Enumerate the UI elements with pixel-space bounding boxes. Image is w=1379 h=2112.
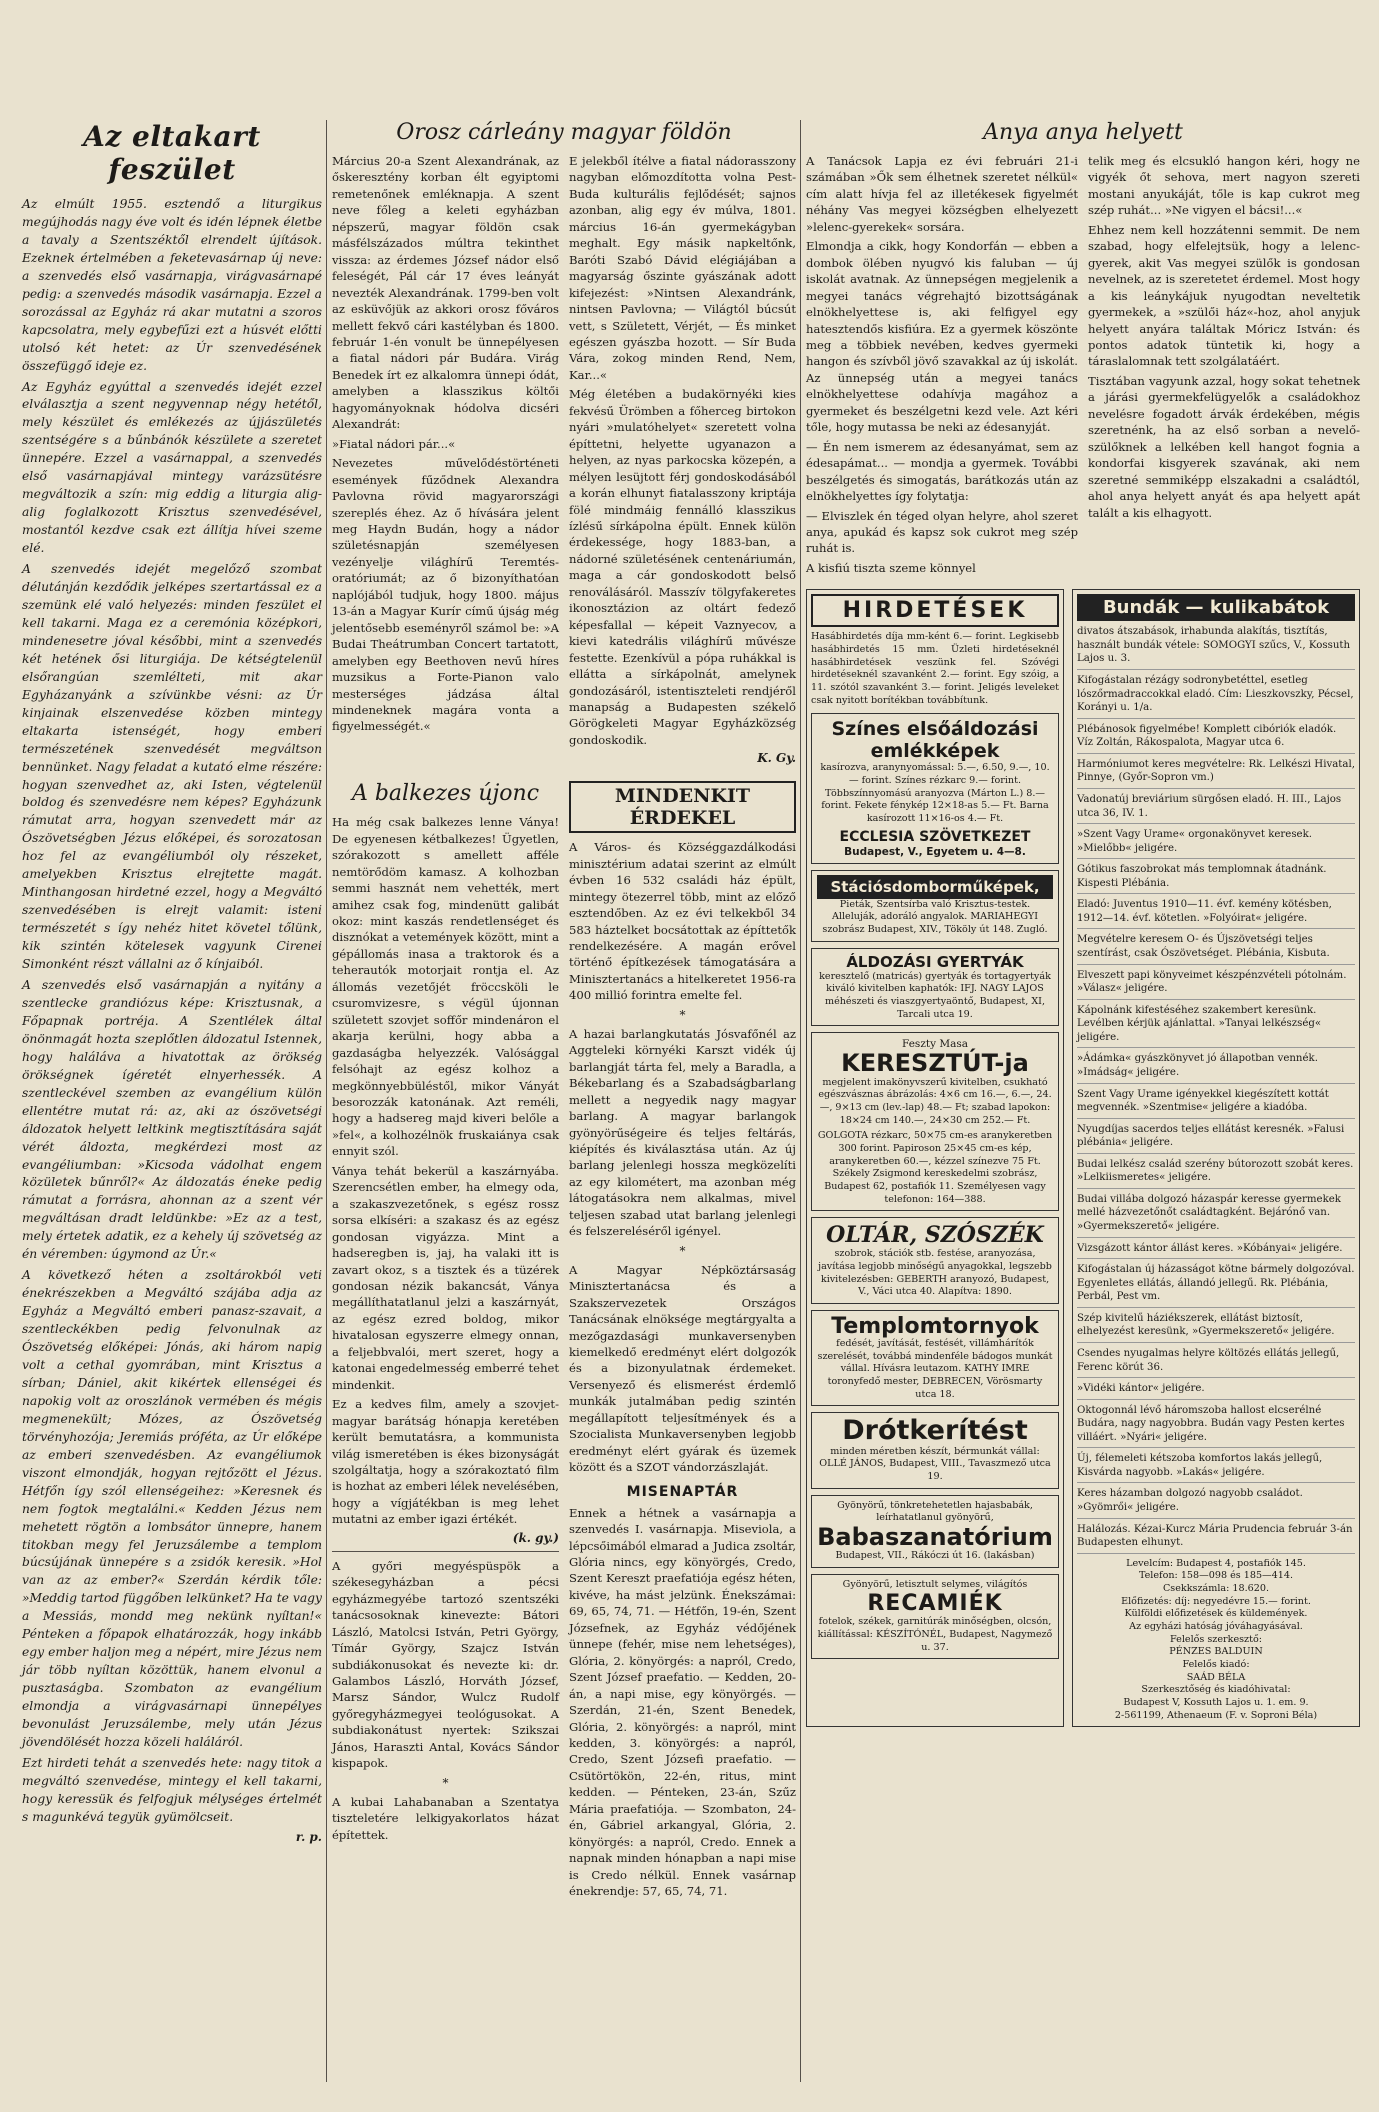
article-orosz-carleany (332, 153, 796, 765)
ad-author: Feszty Masa (902, 1038, 968, 1051)
news-kubai: A kubai Lahabanaban a Szentatya tiszteletére lelkigyakorlatos házat építettek. (332, 1794, 559, 1842)
paragraph: A Város- és Községgazdálkodási minisztérium adatai szerint az elmúlt évben 16 532 családi ház épült, mintegy ötezerrel több, mint az előző esztendőben. Az ez évi telkekből 34 583 háztelket bocsátottak az építtetők rendelkezésére. A magán erővel történő építkezések támogatására a Minisztertanács a hitelkeretet 1956-ra 400 millió forintra emelte fel. (569, 840, 796, 1003)
colophon-line: Az egyházi hatóság jóváhagyásával. (1129, 1620, 1303, 1632)
star-divider: * (679, 1007, 686, 1022)
ad-text: fedését, javítását, festését, villámhárítók szerelését, továbbá mindenféle bádogos munkát vállal. Hívásra leutazom. KATHY IMRE toronyfedő mester, DEBRECEN, Vörösmarty utca 18. (817, 1337, 1053, 1400)
article-eltakart-feszulet (22, 120, 322, 1844)
ad-drotkerites (811, 1412, 1059, 1488)
paragraph: E jelekből ítélve a fiatal nádorasszony nagyban előmozdította volna Pest-Buda kulturális fejlődését; sajnos azonban, alig egy év múlva, 1801. március 16-án gyermekágyban meghalt. Egy másik napkeltőnk, Baróti Szabó Dávid elégiájában a magyarság őszinte gyászának adott kifejezést: »Nintsen Alexandránk, nintsen Pavlovna; — Világtól búcsút vett, s Született, Vérjét, — És minket egészen gyászba hozott. — Sír Buda Vára, zokog minden Rend, Nem, Kar...« (569, 154, 796, 382)
paragraph: A szenvedés idejét megelőző szombat délutánján kezdődik jelképes szertartással ez a szemünk elé való helyezés: minden feszület el kell takarni. Maga ez a ceremónia középkori, mindenesetre jóval későbbi, mint a szenvedés két hetének ősi liturgiája. De kétségtelenül elsőrangúan szemlélteti, mit akar Egyházanyánk a szívünkbe vésni: az Úr kinjainak elszenvedése közben mintegy eltakarta istenségét, hogy emberi természetének szenvedését megváltson bennünket. Nagy feladat a kutató elme részére: hogyan szenvedhet az, aki Isten, végtelenül boldog és szenvedésre nem képes? Egyházunk rámutat arra, hogyan szenvedett már az Ószövetségben Jézus előképei, és sorozatosan hoz fel az evangéliumból oly részeket, amelyekben Krisztus elrejtette magát. Minthangosan hirdetné ezzel, hogy a Megváltó szenvedésében is elrejt valamit: isteni természetét s így nehéz hitet követel tőlünk, kik szintén kötelesek vagyunk Cirenei Simonként részt vállalni az ő kínjaiból. (22, 562, 322, 972)
paragraph: — Én nem ismerem az édesanyámat, sem az édesapámat... — mondja a gyermek. További beszélgetés és simogatás, barátkozás után az elnökhelyettes így folytatja: (806, 439, 1078, 504)
paragraph: Ehhez nem kell hozzátenni semmit. De nem szabad, hogy elfelejtsük, hogy a lelenc-gyerek, akit Vas megyei szülők is gondosan nevelnek, az is szeretetet érdemel. Most hogy a kis leánykájuk nyugodtan neveltetik gyermekek, a »szülői ház«-hoz, ahol anyjuk helyett anyára találtak Móricz István: és pontos adatok tüntetik ki, hogy a táraslalomnak tett szolgálatáért. (1088, 222, 1360, 369)
colophon-line: Levelcím: Budapest 4, postafiók 145. (1126, 1557, 1306, 1569)
classified-ad: »Szent Vagy Urame« orgonakönyvet keresek. »Mielőbb« jeligére. (1077, 828, 1355, 859)
signature: (k. gy.) (512, 1530, 559, 1545)
classifieds-list (1077, 625, 1355, 1553)
column-right (806, 120, 1360, 1727)
ad-title: ÁLDOZÁSI GYERTYÁK (846, 952, 1024, 971)
ad-address: Budapest, VII., Rákóczi út 16. (lakásban) (835, 1550, 1035, 1562)
colophon-line: Budapest V, Kossuth Lajos u. 1. em. 9. (1123, 1696, 1309, 1708)
article-title: Anya anya helyett (983, 120, 1183, 145)
ad-title: KERESZTÚT-ja (841, 1049, 1029, 1078)
ad-address: Budapest, V., Egyetem u. 4—8. (844, 845, 1026, 858)
paragraph: Az Egyház egyúttal a szenvedés idejét ezzel elválasztja a szent negyvennap négy hetétől, mely készület és emlékezés az újjászületés szentségére s a bűnbánók készülete a szeretet ünnepére. Ezzel a vasárnappal, a szenvedés első vasárnapjával mintegy varázsütésre megváltozik a szín: mig eddig a liturgia alig-alig foglalkozott Krisztus szenvedésével, mostantól kezdve csak ezt állítja hívei szeme elé. (22, 379, 322, 556)
paragraph: telik meg és elcsukló hangon kéri, hogy ne vigyék őt sehova, mert nagyon szereti mostani anyukáját, tőle is kap cukrot meg szép ruhát... »Ne vigyen el bácsi!...« (1088, 154, 1360, 218)
classified-ad: Vadonatúj breviárium sürgősen eladó. H. III., Lajos utca 36, IV. 1. (1077, 793, 1355, 824)
classified-ad: »Vidéki kántor« jeligére. (1077, 1382, 1355, 1400)
article-title: Orosz cárleány magyar földön (396, 120, 732, 145)
classified-ad: Szent Vagy Urame igényekkel kiegészített kottát megvennék. »Szentmise« jeligére a kiadóba. (1077, 1088, 1355, 1119)
ad-text: megjelent imakönyvszerű kivitelben, csukható egészvásznas ábrázolás: 4×6 cm 16.—, 6.—, 24.—, 9×13 cm (lev.-lap) 48.— Ft; szabad lapokon: 18×24 cm 140.—, 24×30 cm 252.— Ft. (818, 1076, 1052, 1126)
paragraph: — Elviszlek én téged olyan helyre, ahol szeret anya, apukád és kapsz sok cukrot meg szép ruhát is. (806, 508, 1078, 556)
hirdetesek-header: HIRDETÉSEK (811, 594, 1059, 627)
ad-title: ECCLESIA SZÖVETKEZET (839, 828, 1031, 845)
ad-title: Templomtornyok (831, 1313, 1039, 1339)
paragraph: A Tanácsok Lapja ez évi februári 21-i számában »Ők sem élhetnek szeretet nélkül« cím alatt hívja fel az illetékesek figyelmét néhány Vas megyei községben elhelyezett »lelenc-gyerekek« sorsára. (806, 154, 1078, 234)
star-divider: * (442, 1775, 449, 1790)
paragraph: Ványa tehát bekerül a kaszárnyába. Szerencsétlen ember, ha elmegy oda, a szakaszvezetőnek, s egész rossz sorsa elkíséri: a szakasz és az egész gondosan vigyázza. Mint a hadseregben is, jaj, ha valaki itt is zavart okoz, s a tisztek és a tüzérek gondosan nézik bakancsát, Ványa megállíthatatlanul jelzi a kaszárnyát, az egész ezred boldog, mikor hivatalosan egyszerre elmegy onnan, a feljebbvalói, mert szeret, hogy a katonai engedelmesség emberré tehet mindenkit. (332, 1163, 559, 1392)
classified-ad: Új, félemeleti kétszoba komfortos lakás jellegű, Kisvárda nagyobb. »Lakás« jeligére. (1077, 1452, 1355, 1483)
colophon-line: Csekkszámla: 18.620. (1162, 1583, 1270, 1595)
paragraph: Ennek a hétnek a vasárnapja a szenvedés I. vasárnapja. Miseviola, a lépcsőimából elmarad a Judica zsoltár, Glória nincs, egy könyörgés, Credo, Szent Kereszt praefatiója egész héten, kivéve, ha mást jelzünk. Énekszámai: 69, 65, 74, 71. — Hétfőn, 19-én, Szent Józsefnek, az Egyház védőjének ünnepe (fehér, mise nem lehetséges), Glória, 2. könyörgés: a napról, Credo, Szent József praefatio. — Kedden, 20-án, a napi mise, egy könyörgés. — Szerdán, 21-én, Szent Benedek, Glória, 2. könyörgés: a napról, mint kedden, 3. könyörgés: a napról, Credo, Szent Józsefi praefatio. — Csütörtökön, 22-én, ritus, mint kedden. — Pénteken, 23-án, Szűz Mária praefatiója. — Szombaton, 24-én, Gábriel arkangyal, Glória, 2. könyörgés: a napról, Credo. Ennek a napnak minden hónapban a napi mise is Credo nélkül. Ennek vasárnap énekrendje: 57, 65, 74, 71. (569, 1505, 796, 1899)
paragraph: A kisfiú tiszta szeme könnyel (806, 560, 976, 575)
news-gyori: A győri megyéspüspök a székesegyházban a pécsi egyházmegyébe tartozó szentszéki tanácsosoknak kinevezte: Bátori László, Matolcsi István, Petri György, Tímár György, Szajcz István subdiákonusokat és nevezte ki: dr. Galambos László, Horváth József, Marsz Sándor, Wulcz Rudolf győregyházmegyei teológusokat. A subdiakonátust nyertek: Szikszai János, Haraszti Antal, Kovács Sándor kispapok. (332, 1558, 559, 1771)
paragraph: Még életében a budakörnyéki kies fekvésű Ürömben a főherceg birtokon nyári »mulatóhelyet« szeretett volna építtetni, helyette ugyanazon a helyen, az nyas parkocska közepén, a mélyen lesüjtott férj gondoskodásából a korán elhunyt fiatalasszony kriptája fölé mindmáig fennálló klasszikus ízlésű sírkápolna épült. Ennek külön érdekessége, hogy 1883-ban, a nádorné születésének centenáriumán, maga a cár gondoskodott belső renoválásáról. Masszív tölgyfakeretes ikonosztázion az oltárt fedező képesfallal — képeit Vaznyecov, a kievi katedrális világhírű művésze festette. Ezenkívül a pópa ruhákkal is ellátta a sírkápolnát, amelynek gondozásáról, istentiszteleti rendjéről manapság a Budapesten székelő Görögkeleti Magyar Egyházközség gondoskodik. (569, 387, 796, 747)
paragraph: »Fiatal nádori pár...« (332, 436, 456, 451)
ad-text: keresztelő (matricás) gyertyák és tortagyertyák kiváló kivitelben kaphatók: IFJ. NAGY LAJOS méhészeti és viaszgyertyaöntő, Budapest, XI, Tarcali utca 19. (819, 970, 1051, 1020)
classified-ad: Nyugdíjas sacerdos teljes ellátást keresnék. »Falusi plébánia« jeligére. (1077, 1123, 1355, 1154)
section-title: MISENAPTÁR (626, 1483, 739, 1500)
classified-ad: Elveszett papi könyveimet készpénzvételi pótolnám. »Válasz« jeligére. (1077, 969, 1355, 1000)
ad-header: Bundák — kulikabátok (1077, 594, 1355, 621)
paragraph: Tisztában vagyunk azzal, hogy sokat tehetnek a járási gyermekfelügyelők a családokhoz nevelésre fogadott árvák érdekében, mégis szeretnénk, ha az első sorban a nevelő-szülőknek a lelkében kell hangot fognia a kondorfai kisgyerek szavának, aki nem szeretné semmiképp elszakadni a családtól, ahol anya helyett anyát és apa helyett apát talált a kis elhagyott. (1088, 373, 1360, 520)
column-rule (326, 120, 327, 2082)
classified-ad: Budai lelkész család szerény bútorozott szobát keres. »Lelkiismeretes« jeligére. (1077, 1158, 1355, 1189)
colophon-line: Szerkesztőség és kiadóhivatal: (1141, 1684, 1291, 1696)
paragraph: Elmondja a cikk, hogy Kondorfán — ebben a dombok ölében nyugvó kis faluban — új iskolát avatnak. Az ünnepségen megjelenik a megyei tanács végrehajtó bizottságának elnökhelyettese is, aki felfigyel egy hatesztendős kisfiúra. Ez a gyermek köszönte meg a többiek nevében, kedves gyermeki hangon és szívből jövő szavakkal az új iskolát. Az ünnepség után a megyei tanács elnökhelyettese odahívja magához a gyermeket és beszélgetni kezd vele. Azt kéri tőle, hogy mutassa be neki az édesanyját. (806, 239, 1078, 435)
colophon-line: SAÁD BÉLA (1186, 1671, 1246, 1683)
ad-templomtornyok (811, 1310, 1059, 1406)
ad-recamiek (811, 1574, 1059, 1660)
divider (332, 1551, 559, 1552)
colophon-line: 2-561199, Athenaeum (F. v. Soproni Béla) (1114, 1709, 1318, 1721)
classified-ad: Vizsgázott kántor állást keres. »Kóbányai« jeligére. (1077, 1242, 1355, 1260)
signature: K. Gy. (757, 751, 796, 766)
article-mindenkit-erdekel (569, 771, 796, 1902)
paragraph: A következő héten a zsoltárokból veti énekrészekben a Megváltó szájába adja az Egyház a Megváltó emberi panasz-szavait, a szentleckékben pedig felvonulnak az Ószövetség előképei: Jónás, aki három napig volt a cethal gyomrában, mint Krisztus a sírban; Dániel, akit kikértek ellenségei és napokig volt az oroszlánok vermében és mégis megmenekült; Mózes, az Ószövetség törvényhozója; Jeremiás próféta, az Úr előképe az emberi szenvedésben. Az evangéliumok viszont elmondják, hogyan rejtőzött el Jézus. Hétfőn így szól ellenségeihez: »Keresnek és nem fogtok megtalálni.« Kedden Jézus nem mehetett rögtön a lombsátor ünnepre, hanem titokban megy fel Jeruzsálembe a templom búcsújának ünnepére s a zsidók keresik. »Hol van az az ember?« Szerdán kérdik tőle: »Meddig tartod függőben lelkünket? Ha te vagy a Messiás, mondd meg nekünk nyíltan!« Pénteken a főpapok elhatározzák, hogy inkább egy ember haljon meg a népért, mire Jézus nem jár több nyíltan közöttük, hanem elvonul a pusztaságba. Szombaton az evangélium elmondja a virágvasárnapi ünnepélyes bevonulást Jeruzsálembe, mely után Jézus jövendölését hozza közeli haláláról. (22, 1268, 322, 1750)
ad-babaszanatorium (811, 1495, 1059, 1568)
ad-text: fotelok, székek, garnitúrák minőségben, olcsón, kiállítással: KÉSZÍTÓNÉL, Budapest, Nagymező u. 37. (817, 1616, 1053, 1653)
paragraph: Március 20-a Szent Alexandrának, az őskeresztény korban élt egyiptomi remetenőnek emléknapja. A szent neve főleg a keleti egyházban népszerű, magyar földön csak másfélszázados múltra tekinthet vissza: az érdemes József nádor első feleségét, Pál cár 17 éves leányát nevezték Alexandrának. 1799-ben volt az esküvőjük az akkori orosz főváros mellett fekvő cári kastélyban és 1800. február 1-én vonult be ünnepélyesen a fiatal nádori pár Budára. Virág Benedek írt ez alkalomra ünnepi ódát, amelyben a klasszikus költői hagyományoknak hódolva dicséri Alexandrát: (332, 154, 559, 432)
star-divider: * (679, 1243, 686, 1258)
ads-left-column (806, 589, 1064, 1727)
classified-ad: Oktogonnál lévő háromszoba hallost elcserélné Budára, nagy nagyobbra. Budán vagy Pesten kertes villáért. »Nyári« jeligére. (1077, 1404, 1355, 1449)
classified-ad: divatos átszabások, irhabunda alakítás, tisztítás, használt bundák vétele: SOMOGYI szűcs, V., Kossuth Lajos u. 3. (1077, 625, 1355, 670)
ad-text: Gyönyörű, letisztult selymes, világítós (842, 1578, 1028, 1590)
paragraph: Nevezetes művelődéstörténeti események fűződnek Alexandra Pavlovna rövid magyarországi szereplés éhez. Az ő hívására jelent meg Haydn Budán, hogy a nádor születésnapján személyesen vezényelje világhírű Teremtés-oratóriumát; az ő bizonyíthatóan naplójából tudjuk, hogy 1800. május 13-án a Magyar Kurír című újság még jelentősebb eseményről számol be: »A Budai Theátrumban Concert tartatott, amelyben egy Beethoven nevű híres muzsikus a Forte-Pianon valo mesterséges jádzása által mindeneknek magára vonta a figyelmességét.« (332, 456, 559, 734)
classified-ad: Csendes nyugalmas helyre költözés ellátás jellegű, Ferenc körút 36. (1077, 1347, 1355, 1378)
colophon (1077, 1558, 1355, 1723)
article-anya-anya-helyett (806, 153, 1360, 579)
ad-title: RECAMIÉK (867, 1591, 1003, 1617)
ad-text: Gyönyörű, tönkretehetetlen hajasbabák, leírhatatlanul gyönyörű, (837, 1499, 1033, 1524)
classified-ad: Kifogástalan rézágy sodronybetéttel, esetleg lószőrmadraccokkal eladó. Cím: Lieszkovszky, Pécsel, Korányi u. 1/a. (1077, 674, 1355, 719)
classified-ad: Kápolnánk kifestéséhez szakembert keresünk. Levélben kérjük ajánlattal. »Tanyai lelkészség« jeligére. (1077, 1004, 1355, 1049)
column-middle (332, 120, 796, 1903)
paragraph: A szenvedés első vasárnapján a nyitány a szentlecke grandiózus képe: Krisztusnak, a Főpapnak portréja. A Szentlélek által önönmagát hozta szeplőtlen áldozatul Istennek, hogy haláláva a hivatottak az örökség örökségnek ígéretét elnyerhessék. A szentleckével szemben az evangélium külön ellentétre mutat rá: az, aki az ószövetségi áldozatok helyett leltkink megtisztítására saját vérét áldozta, megkérdezi most az evangéliumban: »Kicsoda vádolhat engem közületek bűnről?« Az áldozatás éneke pedig rámutat a forrásra, ahonnan az a szent vér megváltásan dradt leldünkbe: »Ez az a test, mely értetek adatik, ez a kehely új szövetség az én véremben: úgymond az Úr.« (22, 977, 322, 1262)
paragraph: A hazai barlangkutatás Jósvafőnél az Aggteleki környéki Karszt vidék új barlangját tárta fel, mely a Baradla, a Békebarlang és a Szabadságbarlang mellett a negyedik nagy magyar barlang. A magyar barlangok gyönyörűségeire és teljes feltárás, kiépítés és kiválasztása után. Az új barlang jelenlegi hossza megközelíti az egy kilométert, ma azonban még látogatásokra nem alkalmas, mivel teljesen szabad utat barlang jelenlegi és felszereléséről igényel. (569, 1026, 796, 1239)
paragraph: Az elmúlt 1955. esztendő a liturgikus megújhodás nagy éve volt és idén lépnek életbe a tavaly a Szentszéktől elrendelt újítások. Ezeknek értelmében a feketevasárnap új neve: a szenvedés első vasárnapja, virágvasárnapé pedig: a szenvedés második vasárnapja. Ezzel a sorozással az Egyház rá akar mutatni a szoros kapcsolatra, mely egybefűzi ezt a húsvét előtti utolsó két hetet: az Úr szenvedésének összefüggő ideje ez. (22, 197, 322, 373)
ad-title: Színes elsőáldozási emlékképek (831, 718, 1039, 763)
classified-ad: Gótikus faszobrokat más templomnak átadnánk. Kispesti Plébánia. (1077, 863, 1355, 894)
classified-ad: Plébánosok figyelmébe! Komplett cibóriók eladók. Víz Zoltán, Rákospalota, Magyar utca 6. (1077, 723, 1355, 754)
classified-ad: Harmóniumot keres megvételre: Rk. Lelkészi Hivatal, Pinnye, (Győr-Sopron vm.) (1077, 758, 1355, 789)
paragraph: Ha még csak balkezes lenne Ványa! De egyenesen kétbalkezes! Ügyetlen, szórakozott s amellett afféle nemtörődöm kamasz. A kolhozban semmi hasznát nem vehették, mert amihez csak fog, mindenütt galibát okoz: mint kaszás rendetlenséget és disznókat a vetemények között, mint a gépállomás inasa a traktorok és a teherautók motorjait rontja el. Az állomás vezetőjét fröccsköli le csuromvizesre, s végül újonnan született szovjet soffőr mindenáron el akarja kerülni, hogy abba a gazdaságba helyezzék. Valósággal felsóhajt az egész kolhoz a megkönnyebbüléstől, mikor Ványát besorozzák katonának. Azt reméli, hogy a hadsereg majd kiveri belőle a »fel«, a kolhozélnök fruskaiánya csak ennyit szól. (332, 815, 559, 1159)
paragraph: Ez a kedves film, amely a szovjet-magyar barátság hónapja keretében került bemutatásra, a kommunista világ ismeretében is ékes bizonyságát szolgáltatja, hogy a szórakoztató film is hozhat az emberi lélek nevelésében, hogy a vígjátékban is meg lehet mutatni az ember igazi értékét. (332, 1397, 559, 1527)
ad-text: kasírozva, aranynyomással: 5.—, 6.50, 9.—, 10.— forint. Színes rézkarc 9.— forint. Többszínnyomású aranyozva (Márton L.) 8.— forint. Fekete fénykép 12×18-as 5.— Ft. Barna kasírozott 11×16-os 4.— Ft. (820, 762, 1050, 824)
ad-text: GOLGOTA rézkarc, 50×75 cm-es aranykeretben 300 forint. Papiroson 25×45 cm-es kép, aranykeretben 60.—, kézzel színezve 75 Ft. Székely Zsigmond kereskedelmi szobrász, Budapest 62, postafiók 11. Személyesen vagy telefonon: 164—388. (817, 1130, 1053, 1205)
classified-ad: Megvételre keresem O- és Újszövetségi teljes szentírást, csak Ószövetséget. Plébánia, Kisbuta. (1077, 933, 1355, 964)
colophon-line: PÉNZES BALDUIN (1169, 1646, 1263, 1658)
classified-ad: Szép kivitelű háziékszerek, ellátást biztosít, elhelyezést keresünk, »Gyermekszerető« jeligére. (1077, 1312, 1355, 1343)
colophon-line: Felelős szerkesztő: (1170, 1633, 1262, 1645)
ad-text: szobrok, stációk stb. festése, aranyozása, javítása legjobb minőségű anyagokkal, legszebb kivitelezésben: GEBERTH aranyozó, Budapest, V., Váci utca 40. Alapítva: 1890. (818, 1248, 1052, 1298)
paragraph: A Magyar Népköztársaság Minisztertanácsa és a Szakszervezetek Országos Tanácsának elnöksége megtárgyalta a mezőgazdasági munkaversenyben kiemelkedő eredményt elért dolgozók és a bizonyulatnak érdemeket. Versenyező és elismerést érdemlő munkák jutalmában pedig szintén megállapított teljesítmények és a Szocialista Munkaversenyben legjobb eredményt elért gyárak és üzemek között és a SZOT vándorzászlaját. (569, 1262, 796, 1475)
ad-oltar-szoszek (811, 1217, 1059, 1304)
hirdetesek-rates: Hasábhirdetés díja mm-ként 6.— forint. Legkisebb hasábhirdetés 15 mm. Üzleti hirdetéseknél hasábhirdetések veszünk fel. Szóvégi hirdetéseknél szavanként 2.— forint. Egy szóig, a 11. szótól szavanként 3.— forint. Jeligés leveleket csak nyitott borítékban továbbítunk. (811, 631, 1059, 706)
ad-title: Stációsdomborműképek, (817, 875, 1053, 899)
classified-ad: »Ádámka« gyászkönyvet jó állapotban vennék. »Imádság« jeligére. (1077, 1052, 1355, 1083)
colophon-line: Külföldi előfizetések és küldemények. (1124, 1608, 1308, 1620)
article-balkezes-ujonc (332, 771, 559, 1902)
ad-text: minden méretben készít, bérmunkát vállal: OLLÉ JÁNOS, Budapest, VIII., Tavaszmező utca 19. (819, 1445, 1051, 1482)
column-rule (800, 120, 801, 2082)
ad-title: Babaszanatórium (817, 1522, 1053, 1551)
ad-title: Drótkerítést (842, 1415, 1028, 1447)
ad-stacio (811, 870, 1059, 942)
section-title: MINDENKIT ÉRDEKEL (569, 781, 796, 833)
classified-ad: Kifogástalan új házasságot kötne bármely dolgozóval. Egyenletes ellátás, állandó jellegű. Rk. Plébánia, Perbál, Pest vm. (1077, 1263, 1355, 1308)
classified-ad: Eladó: Juventus 1910—11. évf. kemény kötésben, 1912—14. évf. kötetlen. »Folyóirat« jeligére. (1077, 898, 1355, 929)
article-title: Az eltakart feszület (83, 120, 261, 186)
ad-szines-kepek (811, 713, 1059, 863)
classified-ad: Keres házamban dolgozó nagyobb családot. »Gyömrői« jeligére. (1077, 1487, 1355, 1518)
article-title: A balkezes újonc (351, 781, 540, 807)
ads-right-column (1072, 589, 1360, 1727)
colophon-line: Telefon: 158—098 és 185—414. (1138, 1570, 1294, 1582)
ad-aldozasi-gyertyak (811, 948, 1059, 1027)
ad-title: OLTÁR, SZÓSZÉK (826, 1222, 1044, 1249)
paragraph: Ezt hirdeti tehát a szenvedés hete: nagy titok a megváltó szenvedése, mintegy el kell takarni, hogy keressük és felfogjuk mélységes értelmét s magunkévá tegyük gyümölcseit. (22, 1755, 322, 1824)
classified-ad: Budai villába dolgozó házaspár keresse gyermekek mellé házvezetőnőt családtagként. Bejárónő van. »Gyermekszerető« jeligére. (1077, 1193, 1355, 1238)
colophon-line: Felelős kiadó: (1182, 1658, 1250, 1670)
ad-text: Pieták, Szentsírba való Krisztus-testek. Alleluják, adoráló angyalok. MARIAHEGYI szobrász Budapest, XIV., Tököly út 148. Zugló. (822, 898, 1048, 936)
ad-kereszt-ut (811, 1032, 1059, 1211)
colophon-line: Előfizetés: díj: negyedévre 15.— forint. (1121, 1595, 1311, 1607)
classified-ad: Halálozás. Kézai-Kurcz Mária Prudencia február 3-án Budapesten elhunyt. (1077, 1523, 1355, 1554)
signature: r. p. (295, 1829, 322, 1844)
